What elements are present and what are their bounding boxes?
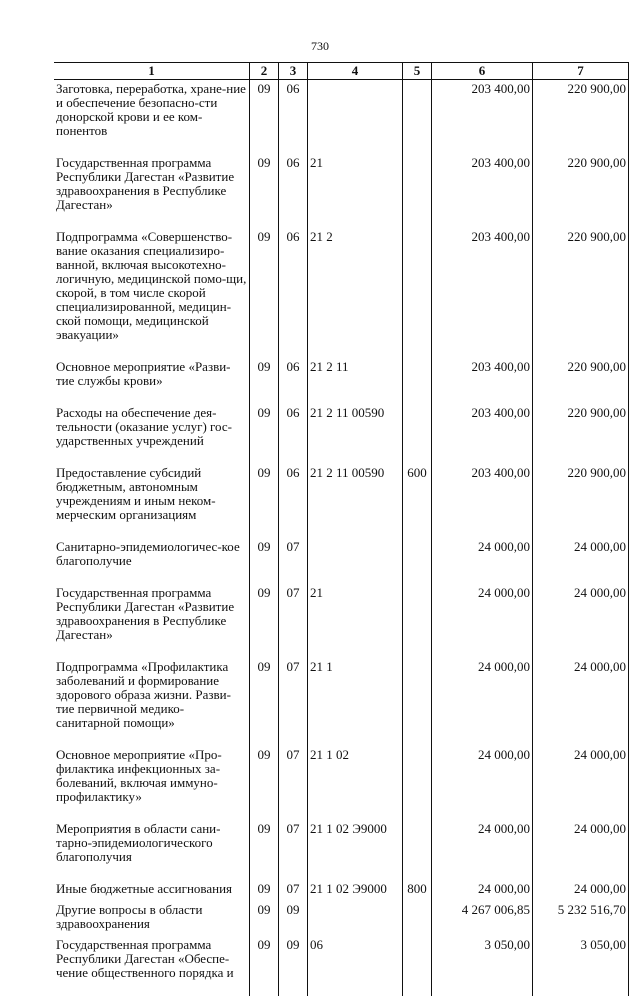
header-col-7: 7 — [533, 63, 629, 80]
subsection-code-cell: 09 — [279, 901, 308, 936]
table-row — [54, 584, 629, 658]
expense-type-code-cell — [403, 584, 432, 658]
budget-table — [54, 62, 629, 996]
amount-year-1-cell: 203 400,00 — [432, 228, 533, 358]
expense-type-code-cell — [403, 820, 432, 880]
table-row — [54, 746, 629, 820]
table-header-row — [54, 63, 629, 80]
amount-year-1-cell: 203 400,00 — [432, 404, 533, 464]
target-article-code-cell: 21 — [308, 584, 403, 658]
section-code-cell: 09 — [250, 880, 279, 901]
item-name-cell: Санитарно-эпидемиологичес-кое благополучие — [54, 538, 250, 584]
item-name-cell: Основное мероприятие «Разви-тие службы крови» — [54, 358, 250, 404]
header-col-4: 4 — [308, 63, 403, 80]
item-name-cell: Государственная программа Республики Дагестан «Развитие здравоохранения в Республике Дагестан» — [54, 584, 250, 658]
item-name-cell: Другие вопросы в области здравоохранения — [54, 901, 250, 936]
item-name-cell: Подпрограмма «Совершенство-вание оказания специализиро-ванной, включая высокотехно-логичную, медицинской помо-щи, скорой, в том числе скорой специализированной, медицин-ской помощи, медицинской эвакуации» — [54, 228, 250, 358]
amount-year-2-cell: 24 000,00 — [533, 820, 629, 880]
amount-year-2-cell: 220 900,00 — [533, 464, 629, 538]
expense-type-code-cell — [403, 936, 432, 996]
expense-type-code-cell — [403, 404, 432, 464]
table-row — [54, 228, 629, 358]
table-row — [54, 358, 629, 404]
target-article-code-cell: 21 1 02 Э9000 — [308, 880, 403, 901]
item-name-cell: Заготовка, переработка, хране-ние и обеспечение безопасно-сти донорской крови и ее ком-понентов — [54, 80, 250, 155]
item-name-cell: Основное мероприятие «Про-филактика инфекционных за-болеваний, включая иммуно-профилактику» — [54, 746, 250, 820]
amount-year-1-cell: 4 267 006,85 — [432, 901, 533, 936]
table-row — [54, 464, 629, 538]
item-name-cell: Расходы на обеспечение дея-тельности (оказание услуг) гос-ударственных учреждений — [54, 404, 250, 464]
target-article-code-cell — [308, 538, 403, 584]
page-number: 730 — [0, 39, 640, 54]
section-code-cell: 09 — [250, 80, 279, 155]
expense-type-code-cell: 800 — [403, 880, 432, 901]
amount-year-2-cell: 24 000,00 — [533, 880, 629, 901]
header-col-6: 6 — [432, 63, 533, 80]
subsection-code-cell: 06 — [279, 80, 308, 155]
subsection-code-cell: 09 — [279, 936, 308, 996]
expense-type-code-cell — [403, 538, 432, 584]
item-name-cell: Государственная программа Республики Дагестан «Развитие здравоохранения в Республике Дагестан» — [54, 154, 250, 228]
table-row — [54, 154, 629, 228]
section-code-cell: 09 — [250, 464, 279, 538]
section-code-cell: 09 — [250, 746, 279, 820]
target-article-code-cell: 21 2 11 00590 — [308, 464, 403, 538]
amount-year-1-cell: 24 000,00 — [432, 820, 533, 880]
item-name-cell: Предоставление субсидий бюджетным, автономным учреждениям и иным неком-мерческим организациям — [54, 464, 250, 538]
expense-type-code-cell — [403, 901, 432, 936]
section-code-cell: 09 — [250, 228, 279, 358]
expense-type-code-cell — [403, 358, 432, 404]
amount-year-2-cell: 220 900,00 — [533, 404, 629, 464]
table-row — [54, 901, 629, 936]
section-code-cell: 09 — [250, 820, 279, 880]
expense-type-code-cell — [403, 228, 432, 358]
table-body — [54, 80, 629, 996]
target-article-code-cell — [308, 901, 403, 936]
header-col-1: 1 — [54, 63, 250, 80]
item-name-cell: Государственная программа Республики Дагестан «Обеспе-чение общественного порядка и — [54, 936, 250, 996]
amount-year-1-cell: 203 400,00 — [432, 464, 533, 538]
target-article-code-cell: 21 2 — [308, 228, 403, 358]
target-article-code-cell: 21 1 — [308, 658, 403, 746]
expense-type-code-cell: 600 — [403, 464, 432, 538]
table-row — [54, 538, 629, 584]
amount-year-2-cell: 24 000,00 — [533, 584, 629, 658]
target-article-code-cell: 06 — [308, 936, 403, 996]
amount-year-2-cell: 220 900,00 — [533, 358, 629, 404]
amount-year-2-cell: 24 000,00 — [533, 538, 629, 584]
amount-year-2-cell: 5 232 516,70 — [533, 901, 629, 936]
header-col-3: 3 — [279, 63, 308, 80]
subsection-code-cell: 07 — [279, 880, 308, 901]
subsection-code-cell: 06 — [279, 464, 308, 538]
amount-year-1-cell: 24 000,00 — [432, 880, 533, 901]
header-col-5: 5 — [403, 63, 432, 80]
subsection-code-cell: 06 — [279, 358, 308, 404]
section-code-cell: 09 — [250, 358, 279, 404]
table-row — [54, 936, 629, 996]
amount-year-2-cell: 220 900,00 — [533, 154, 629, 228]
target-article-code-cell — [308, 80, 403, 155]
amount-year-1-cell: 3 050,00 — [432, 936, 533, 996]
section-code-cell: 09 — [250, 404, 279, 464]
section-code-cell: 09 — [250, 901, 279, 936]
target-article-code-cell: 21 2 11 00590 — [308, 404, 403, 464]
amount-year-1-cell: 24 000,00 — [432, 538, 533, 584]
subsection-code-cell: 07 — [279, 658, 308, 746]
expense-type-code-cell — [403, 658, 432, 746]
amount-year-1-cell: 24 000,00 — [432, 584, 533, 658]
section-code-cell: 09 — [250, 936, 279, 996]
amount-year-1-cell: 24 000,00 — [432, 746, 533, 820]
target-article-code-cell: 21 1 02 Э9000 — [308, 820, 403, 880]
amount-year-1-cell: 24 000,00 — [432, 658, 533, 746]
subsection-code-cell: 07 — [279, 538, 308, 584]
item-name-cell: Мероприятия в области сани-тарно-эпидемиологического благополучия — [54, 820, 250, 880]
subsection-code-cell: 06 — [279, 228, 308, 358]
target-article-code-cell: 21 1 02 — [308, 746, 403, 820]
section-code-cell: 09 — [250, 658, 279, 746]
section-code-cell: 09 — [250, 538, 279, 584]
amount-year-2-cell: 24 000,00 — [533, 658, 629, 746]
table-row — [54, 80, 629, 155]
amount-year-1-cell: 203 400,00 — [432, 358, 533, 404]
item-name-cell: Иные бюджетные ассигнования — [54, 880, 250, 901]
expense-type-code-cell — [403, 80, 432, 155]
subsection-code-cell: 06 — [279, 404, 308, 464]
expense-type-code-cell — [403, 746, 432, 820]
amount-year-2-cell: 3 050,00 — [533, 936, 629, 996]
table-row — [54, 658, 629, 746]
header-col-2: 2 — [250, 63, 279, 80]
subsection-code-cell: 07 — [279, 584, 308, 658]
target-article-code-cell: 21 2 11 — [308, 358, 403, 404]
amount-year-2-cell: 220 900,00 — [533, 228, 629, 358]
amount-year-1-cell: 203 400,00 — [432, 80, 533, 155]
section-code-cell: 09 — [250, 154, 279, 228]
amount-year-2-cell: 24 000,00 — [533, 746, 629, 820]
amount-year-1-cell: 203 400,00 — [432, 154, 533, 228]
subsection-code-cell: 07 — [279, 820, 308, 880]
section-code-cell: 09 — [250, 584, 279, 658]
item-name-cell: Подпрограмма «Профилактика заболеваний и формирование здорового образа жизни. Разви-тие первичной медико-санитарной помощи» — [54, 658, 250, 746]
table-row — [54, 820, 629, 880]
subsection-code-cell: 07 — [279, 746, 308, 820]
target-article-code-cell: 21 — [308, 154, 403, 228]
table-row — [54, 880, 629, 901]
subsection-code-cell: 06 — [279, 154, 308, 228]
expense-type-code-cell — [403, 154, 432, 228]
table-row — [54, 404, 629, 464]
amount-year-2-cell: 220 900,00 — [533, 80, 629, 155]
